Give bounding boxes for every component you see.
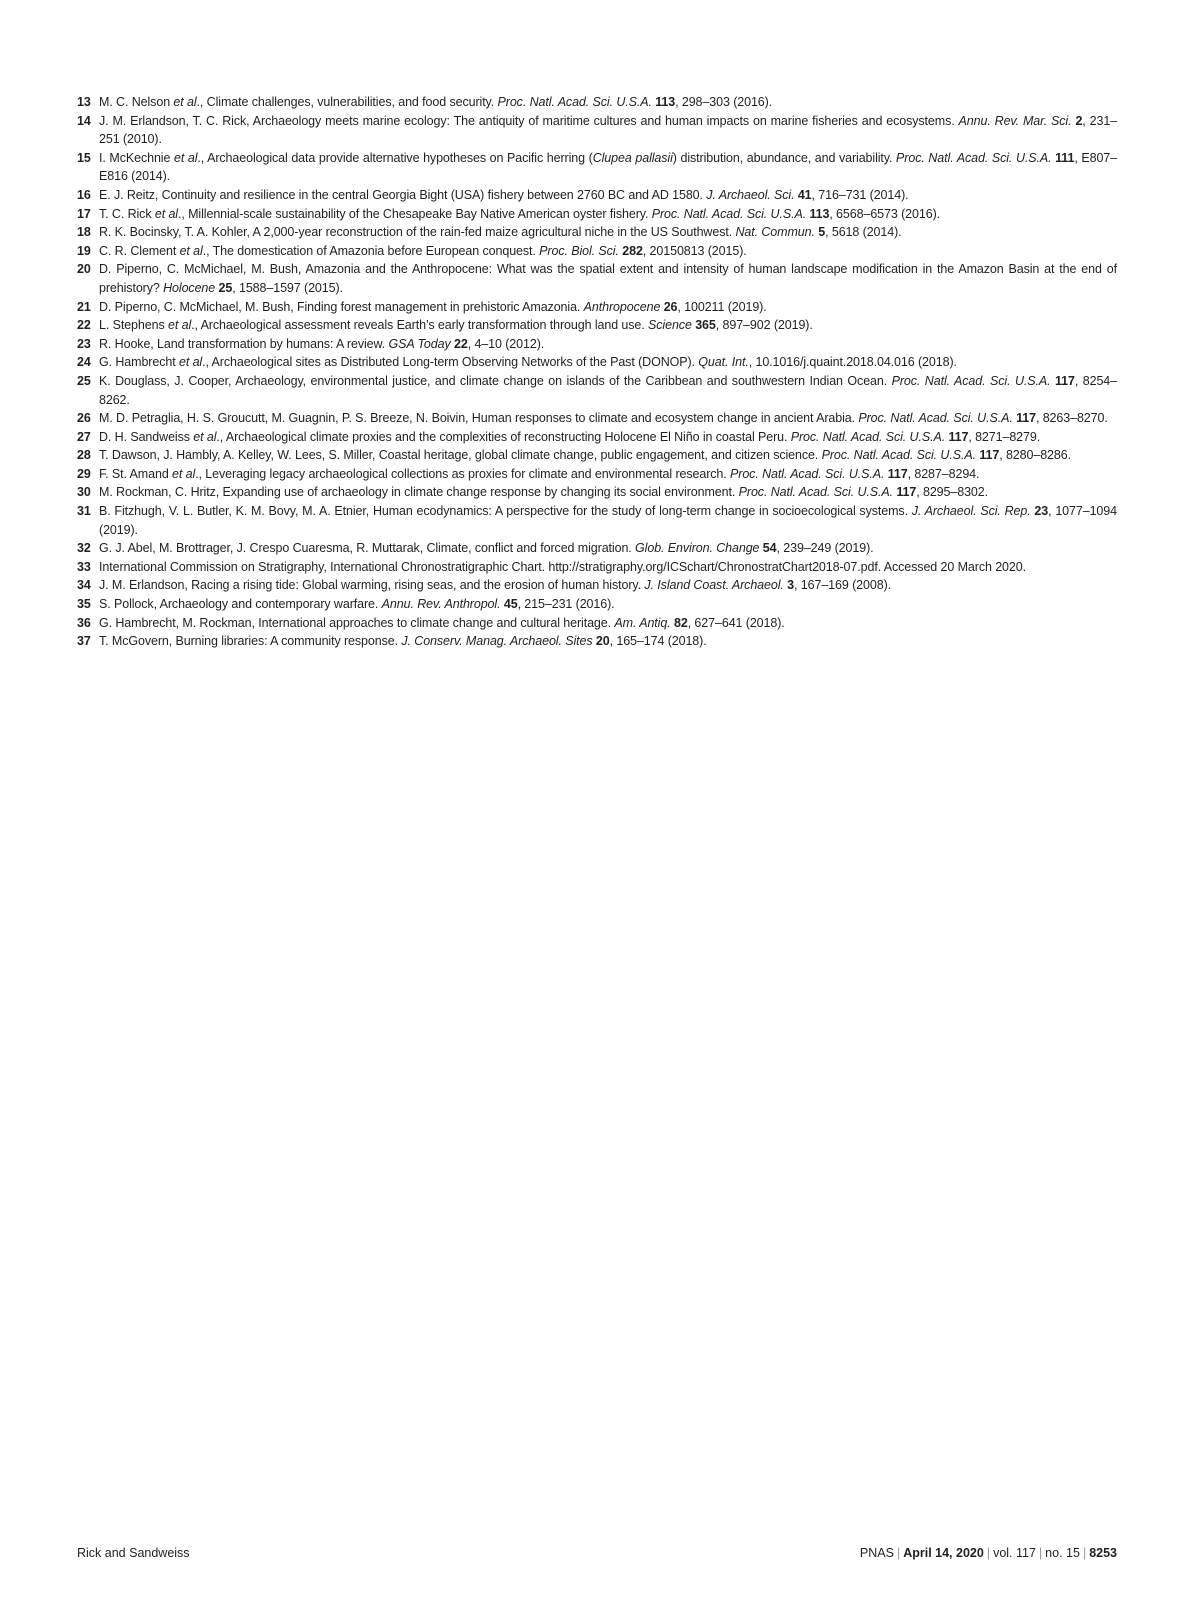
reference-number: 24 <box>77 355 91 370</box>
reference-italic-text: Holocene <box>163 280 216 295</box>
footer-citation <box>860 1546 1117 1560</box>
reference-text: , 6568–6573 (2016). <box>829 206 941 221</box>
reference-italic-text: et al <box>172 466 196 481</box>
reference-volume: 117 <box>948 429 969 444</box>
reference-item <box>77 335 1117 354</box>
reference-italic-text: Proc. Natl. Acad. Sci. U.S.A. <box>821 448 976 463</box>
reference-item <box>77 558 1117 577</box>
reference-text: G. J. Abel, M. Brottrager, J. Crespo Cuaresma, R. Muttarak, Climate, conflict and forced migration. <box>99 541 636 556</box>
reference-italic-text: GSA Today <box>388 336 451 351</box>
reference-number: 34 <box>77 578 91 593</box>
reference-italic-text: Proc. Natl. Acad. Sci. U.S.A. <box>651 206 807 221</box>
reference-number: 16 <box>77 187 91 202</box>
footer-journal: PNAS <box>859 1546 894 1560</box>
reference-volume: 282 <box>622 243 643 258</box>
reference-text: , 4–10 (2012). <box>467 336 545 351</box>
reference-italic-text: J. Archaeol. Sci. <box>706 187 795 202</box>
reference-item <box>77 353 1117 372</box>
footer-separator: | <box>1038 1546 1043 1560</box>
reference-item <box>77 149 1117 186</box>
reference-italic-text: et al <box>154 206 178 221</box>
footer-separator: | <box>896 1546 901 1560</box>
reference-item <box>77 112 1117 149</box>
reference-volume: 365 <box>695 318 716 333</box>
reference-text: , 8280–8286. <box>999 448 1071 463</box>
footer-separator: | <box>1082 1546 1087 1560</box>
reference-italic-text: Proc. Natl. Acad. Sci. U.S.A. <box>738 485 893 500</box>
reference-text: , 100211 (2019). <box>677 299 767 314</box>
reference-text: M. D. Petraglia, H. S. Groucutt, M. Guagnin, P. S. Breeze, N. Boivin, Human responses to climate and ecosystem change in ancient Arabia. <box>99 411 859 426</box>
reference-italic-text: J. Island Coast. Archaeol. <box>644 578 784 593</box>
reference-number: 27 <box>77 429 91 444</box>
reference-text: L. Stephens <box>99 318 168 333</box>
reference-number: 28 <box>77 448 91 463</box>
reference-italic-text: et al <box>178 355 203 370</box>
reference-text: J. M. Erlandson, T. C. Rick, Archaeology meets marine ecology: The antiquity of maritime cultures and human impacts on marine fisheries and ecosystems. <box>99 113 959 128</box>
reference-volume: 3 <box>787 578 795 593</box>
reference-italic-text: et al <box>168 318 192 333</box>
reference-item <box>77 93 1117 112</box>
footer-authors: Rick and Sandweiss <box>77 1546 190 1560</box>
reference-text: E. J. Reitz, Continuity and resilience in the central Georgia Bight (USA) fishery between 2760 BC and AD 1580. <box>99 187 707 202</box>
reference-text: T. C. Rick <box>99 206 155 221</box>
reference-text: , 167–169 (2008). <box>794 578 892 593</box>
reference-volume: 113 <box>809 206 830 221</box>
reference-item <box>77 223 1117 242</box>
reference-item <box>77 502 1117 539</box>
reference-item <box>77 446 1117 465</box>
reference-item <box>77 576 1117 595</box>
reference-text: ) distribution, abundance, and variability. <box>672 150 897 165</box>
reference-number: 18 <box>77 225 91 240</box>
reference-text: D. H. Sandweiss <box>99 429 194 444</box>
reference-volume: 54 <box>762 541 777 556</box>
reference-volume: 117 <box>896 485 917 500</box>
reference-text: M. Rockman, C. Hritz, Expanding use of archaeology in climate change response by changing its social environment. <box>99 485 739 500</box>
reference-text: , 231–251 (2010). <box>99 113 1118 147</box>
reference-number: 22 <box>77 318 91 333</box>
reference-italic-text: Proc. Natl. Acad. Sci. U.S.A. <box>730 466 885 481</box>
reference-italic-text: Annu. Rev. Anthropol. <box>381 597 501 612</box>
reference-item <box>77 298 1117 317</box>
reference-text: ., Archaeological sites as Distributed Long-term Observing Networks of the Past (DONOP). <box>202 355 699 370</box>
reference-volume: 117 <box>887 466 908 481</box>
reference-text: F. St. Amand <box>99 466 173 481</box>
reference-item <box>77 186 1117 205</box>
reference-number: 35 <box>77 597 91 612</box>
reference-text: , 239–249 (2019). <box>776 541 874 556</box>
reference-item <box>77 242 1117 261</box>
reference-italic-text: Clupea pallasii <box>592 150 673 165</box>
reference-number: 20 <box>77 262 91 277</box>
reference-volume: 23 <box>1034 504 1049 519</box>
reference-italic-text: Nat. Commun. <box>735 225 815 240</box>
reference-text: G. Hambrecht <box>99 355 179 370</box>
reference-text: R. Hooke, Land transformation by humans: A review. <box>99 336 389 351</box>
footer-page-number: 8253 <box>1089 1546 1117 1560</box>
reference-text: S. Pollock, Archaeology and contemporary warfare. <box>99 597 382 612</box>
reference-text: K. Douglass, J. Cooper, Archaeology, environmental justice, and climate change on islands of the Caribbean and southwestern Indian Ocean. <box>99 373 892 388</box>
reference-text: , 1588–1597 (2015). <box>232 280 343 295</box>
reference-italic-text: et al <box>179 243 203 258</box>
reference-item <box>77 614 1117 633</box>
reference-italic-text: Annu. Rev. Mar. Sci. <box>958 113 1072 128</box>
reference-text: , 10.1016/j.quaint.2018.04.016 (2018). <box>748 355 957 370</box>
reference-volume: 113 <box>655 95 676 109</box>
reference-text: ., Leveraging legacy archaeological collections as proxies for climate and environmental research. <box>195 466 731 481</box>
reference-number: 29 <box>77 466 91 481</box>
reference-number: 25 <box>77 373 91 388</box>
reference-italic-text: et al <box>173 150 198 165</box>
reference-text: International Commission on Stratigraphy, International Chronostratigraphic Chart. http://stratigraphy.org/ICSchart/ChronostratChart2018-07.pdf. Accessed 20 March 2020. <box>99 559 1026 574</box>
reference-text: , 298–303 (2016). <box>675 95 773 109</box>
reference-text: ., Climate challenges, vulnerabilities, and food security. <box>196 95 498 109</box>
reference-volume: 45 <box>503 597 518 612</box>
reference-italic-text: Am. Antiq. <box>614 615 671 630</box>
reference-italic-text: Proc. Natl. Acad. Sci. U.S.A. <box>858 411 1013 426</box>
reference-number: 26 <box>77 411 91 426</box>
reference-text: , 165–174 (2018). <box>609 634 707 649</box>
reference-text: , 8254–8262. <box>99 373 1118 407</box>
reference-item <box>77 483 1117 502</box>
reference-text: , 1077–1094 (2019). <box>99 504 1117 537</box>
reference-text: ., Archaeological assessment reveals Earth’s early transformation through land use. <box>191 318 649 333</box>
reference-text: D. Piperno, C. McMichael, M. Bush, Finding forest management in prehistoric Amazonia. <box>99 299 584 314</box>
reference-text: J. M. Erlandson, Racing a rising tide: Global warming, rising seas, and the erosion of human history. <box>99 578 645 593</box>
reference-text: I. McKechnie <box>99 150 174 165</box>
reference-italic-text: Glob. Environ. Change <box>635 541 760 556</box>
reference-volume: 111 <box>1055 150 1075 165</box>
reference-text: D. Piperno, C. McMichael, M. Bush, Amazonia and the Anthropocene: What was the spatial extent and intensity of human landscape modification in the Amazon Basin at the end of prehistory? <box>99 262 1117 295</box>
reference-text: B. Fitzhugh, V. L. Butler, K. M. Bovy, M. A. Etnier, Human ecodynamics: A perspective for the study of long-term change in socioecological systems. <box>99 504 912 519</box>
reference-volume: 20 <box>595 634 610 649</box>
reference-text: G. Hambrecht, M. Rockman, International approaches to climate change and cultural heritage. <box>99 615 615 630</box>
reference-italic-text: J. Archaeol. Sci. Rep. <box>911 504 1031 519</box>
reference-item <box>77 260 1117 297</box>
reference-italic-text: Proc. Biol. Sci. <box>539 243 619 258</box>
reference-italic-text: Proc. Natl. Acad. Sci. U.S.A. <box>497 95 652 109</box>
reference-text: M. C. Nelson <box>99 95 174 109</box>
reference-italic-text: et al <box>173 95 197 109</box>
reference-text: T. Dawson, J. Hambly, A. Kelley, W. Lees, S. Miller, Coastal heritage, global climate change, public engagement, and citizen science. <box>99 448 822 463</box>
reference-item <box>77 539 1117 558</box>
footer-date: April 14, 2020 <box>903 1546 984 1560</box>
reference-number: 31 <box>77 504 91 519</box>
reference-item <box>77 205 1117 224</box>
reference-text: , 8263–8270. <box>1035 411 1108 426</box>
reference-number: 37 <box>77 634 91 649</box>
reference-text: , 8287–8294. <box>907 466 980 481</box>
reference-number: 21 <box>77 299 91 314</box>
reference-text: , E807–E816 (2014). <box>99 150 1117 184</box>
reference-number: 23 <box>77 336 91 351</box>
reference-volume: 5 <box>818 225 826 240</box>
reference-volume: 117 <box>1055 373 1075 388</box>
reference-text: ., Archaeological data provide alternative hypotheses on Pacific herring ( <box>197 150 593 165</box>
reference-text: ., Millennial-scale sustainability of the Chesapeake Bay Native American oyster fishery. <box>178 206 652 221</box>
reference-item <box>77 409 1117 428</box>
reference-text: ., Archaeological climate proxies and the complexities of reconstructing Holocene El Niño in coastal Peru. <box>216 429 791 444</box>
footer-issue: no. 15 <box>1045 1546 1080 1560</box>
reference-text: , 8295–8302. <box>916 485 989 500</box>
reference-number: 14 <box>77 113 91 128</box>
reference-volume: 117 <box>1016 411 1036 426</box>
reference-text: R. K. Bocinsky, T. A. Kohler, A 2,000-year reconstruction of the rain-fed maize agricultural niche in the US Southwest. <box>99 225 736 240</box>
reference-italic-text: Proc. Natl. Acad. Sci. U.S.A. <box>896 150 1052 165</box>
reference-italic-text: Quat. Int. <box>698 355 749 370</box>
reference-volume: 25 <box>218 280 233 295</box>
reference-text: T. McGovern, Burning libraries: A community response. <box>99 634 402 649</box>
reference-volume: 41 <box>797 187 812 202</box>
reference-italic-text: et al <box>193 429 217 444</box>
reference-number: 19 <box>77 243 91 258</box>
reference-italic-text: Proc. Natl. Acad. Sci. U.S.A. <box>790 429 946 444</box>
reference-number: 30 <box>77 485 91 500</box>
reference-number: 36 <box>77 615 91 630</box>
reference-italic-text: J. Conserv. Manag. Archaeol. Sites <box>401 634 593 649</box>
reference-volume: 26 <box>663 299 678 314</box>
reference-italic-text: Anthropocene <box>583 299 661 314</box>
reference-text: , 5618 (2014). <box>825 225 902 240</box>
footer-separator: | <box>986 1546 991 1560</box>
reference-text: , 215–231 (2016). <box>517 597 615 612</box>
reference-list <box>77 93 1117 651</box>
reference-number: 33 <box>77 559 91 574</box>
reference-volume: 82 <box>673 615 688 630</box>
reference-text: C. R. Clement <box>99 243 180 258</box>
reference-number: 32 <box>77 541 91 556</box>
reference-text: , 716–731 (2014). <box>811 187 909 202</box>
reference-italic-text: Science <box>648 318 692 333</box>
reference-number: 13 <box>77 95 91 109</box>
reference-item <box>77 595 1117 614</box>
reference-volume: 117 <box>979 448 1000 463</box>
reference-text: , 897–902 (2019). <box>715 318 813 333</box>
reference-volume: 2 <box>1075 113 1083 128</box>
reference-volume: 22 <box>453 336 468 351</box>
reference-text: , 627–641 (2018). <box>687 615 785 630</box>
reference-italic-text: Proc. Natl. Acad. Sci. U.S.A. <box>891 373 1051 388</box>
reference-item <box>77 465 1117 484</box>
footer-volume: vol. 117 <box>993 1546 1036 1560</box>
reference-number: 15 <box>77 150 91 165</box>
reference-item <box>77 316 1117 335</box>
reference-item <box>77 632 1117 651</box>
reference-text: , 8271–8279. <box>968 429 1041 444</box>
reference-text: , 20150813 (2015). <box>642 243 747 258</box>
reference-number: 17 <box>77 206 91 221</box>
reference-item <box>77 372 1117 409</box>
reference-text: ., The domestication of Amazonia before European conquest. <box>202 243 540 258</box>
reference-item <box>77 428 1117 447</box>
